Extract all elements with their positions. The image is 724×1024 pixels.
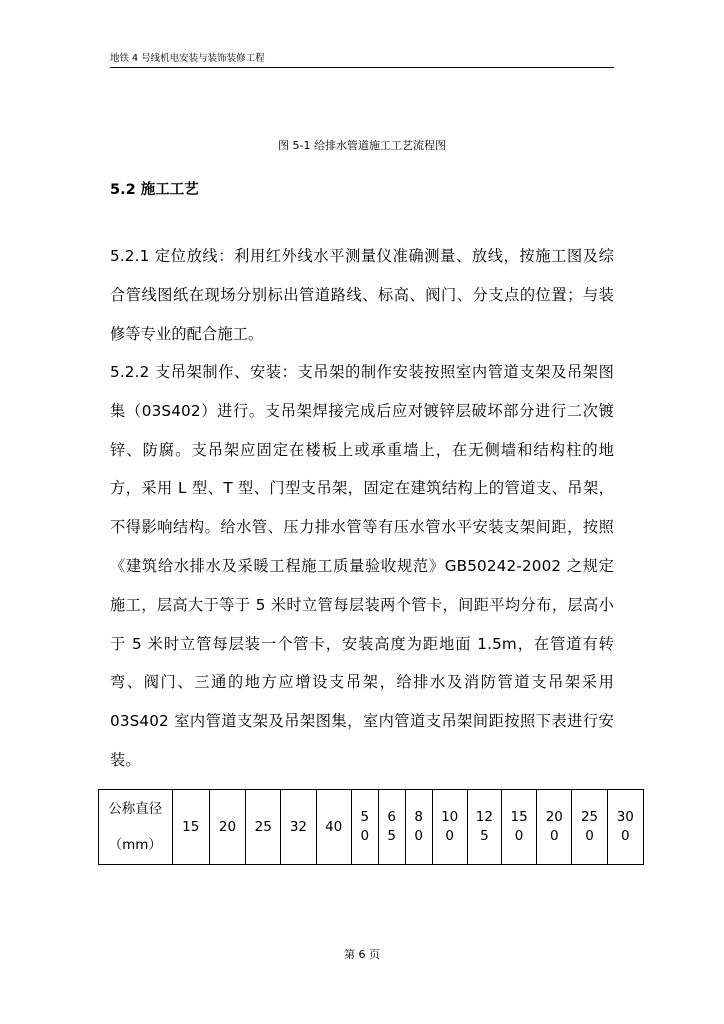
nominal-diameter-label: [99, 790, 173, 865]
table-cell: 32: [281, 790, 316, 865]
table-row: [99, 790, 644, 865]
paragraph-supports: 5.2.2 支吊架制作、安装：支吊架的制作安装按照室内管道支架及吊架图集（03S402）进行。支吊架焊接完成后应对镀锌层破坏部分进行二次镀锌、防腐。支吊架应固定在楼板上或承重墙上，在无侧墙和结构柱的地方，采用 L 型、T 型、门型支吊架，固定在建筑结构上的管道支、吊架，不得影响结构。给水管、压力排水管等有压水管水平安装支架间距，按照《建筑给水排水及采暖工程施工质量验收规范》GB50242-2002 之规定施工，层高大于等于 5 米时立管每层装两个管卡，间距平均分布，层高小于 5 米时立管每层装一个管卡，安装高度为距地面 1.5m，在管道有转弯、阀门、三通的地方应增设支吊架，给排水及消防管道支吊架采用 03S402 室内管道支架及吊架图集，室内管道支吊架间距按照下表进行安装。: [110, 363, 614, 769]
label-line-2: （mm）: [108, 837, 162, 853]
table-cell: 15: [172, 790, 209, 865]
table-cell: 200: [537, 790, 572, 865]
table-cell: 50: [351, 790, 378, 865]
paragraph-positioning: 5.2.1 定位放线：利用红外线水平测量仪准确测量、放线，按施工图及综合管线图纸在现场分别标出管道路线、标高、阀门、分支点的位置；与装修等专业的配合施工。: [110, 247, 614, 343]
figure-caption: 图 5-1 给排水管道施工工艺流程图: [278, 139, 446, 152]
table-cell: 65: [378, 790, 405, 865]
label-line-1: 公称直径: [108, 801, 163, 817]
page-header: 地铁 4 号线机电安装与装饰装修工程: [110, 50, 614, 68]
support-spacing-table: [98, 789, 644, 865]
section-title: 5.2 施工工艺: [110, 182, 199, 198]
table-cell: 25: [246, 790, 281, 865]
table-cell: 150: [501, 790, 536, 865]
table-cell: 20: [209, 790, 245, 865]
table-cell: 250: [572, 790, 607, 865]
table-cell: 40: [316, 790, 351, 865]
table-cell: 80: [405, 790, 432, 865]
table-cell: 125: [467, 790, 501, 865]
table-cell: 300: [607, 790, 643, 865]
page-number: 第 6 页: [344, 948, 380, 961]
table-cell: 100: [432, 790, 467, 865]
